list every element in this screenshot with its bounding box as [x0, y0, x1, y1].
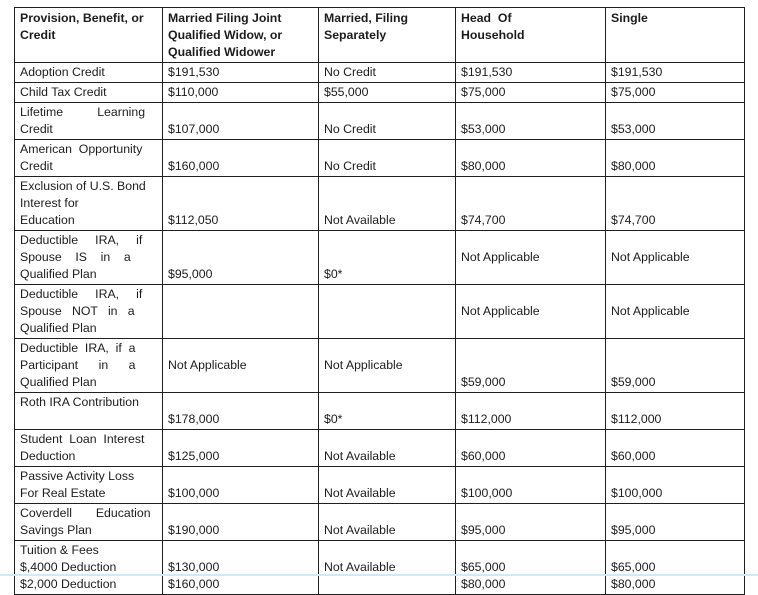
cell-line: $112,000	[611, 412, 662, 426]
table-row	[15, 504, 745, 541]
cell-line	[324, 178, 452, 195]
cell-line: $80,000	[461, 577, 506, 591]
cell-line: $80,000	[461, 159, 506, 173]
cell-line: Tuition & Fees	[20, 543, 99, 557]
cell-married-filing-joint	[163, 430, 319, 467]
cell-line: Credit	[20, 122, 53, 136]
table-row	[15, 467, 745, 504]
cell-single	[606, 393, 745, 430]
cell-line: Qualified Widower	[168, 45, 276, 59]
cell-line: Not Available	[324, 523, 396, 537]
cell-line: Not Available	[324, 213, 396, 227]
cell-line	[611, 357, 741, 374]
cell-line	[168, 232, 315, 249]
cell-line: No Credit	[324, 122, 376, 136]
cell-line: No Credit	[324, 65, 376, 79]
cell-line	[324, 232, 452, 249]
cell-line: $100,000	[168, 486, 220, 500]
cell-line: $74,700	[461, 213, 506, 227]
cell-line: $160,000	[168, 577, 220, 591]
cell-line: $65,000	[611, 560, 656, 574]
cell-head-of-household	[456, 63, 606, 83]
cell-line	[168, 286, 315, 303]
cell-line	[324, 249, 452, 266]
cell-line: Spouse NOT in a	[20, 304, 135, 318]
cell-line	[168, 505, 315, 522]
cell-line: Qualified Plan	[20, 267, 97, 281]
cell-head-of-household	[456, 467, 606, 504]
cell-married-filing-joint	[163, 393, 319, 430]
cell-provision	[15, 541, 163, 595]
cell-line: Credit	[20, 159, 53, 173]
cell-line: $112,000	[461, 412, 512, 426]
cell-line: $110,000	[168, 85, 219, 99]
cell-line	[611, 340, 741, 357]
cell-line	[611, 286, 741, 303]
cell-line: $59,000	[461, 375, 506, 389]
cell-line: No Credit	[324, 159, 376, 173]
cell-provision	[15, 63, 163, 83]
cell-line: $95,000	[611, 523, 656, 537]
table-body	[15, 63, 745, 595]
cell-line	[611, 431, 741, 448]
cell-line: $0*	[324, 412, 343, 426]
cell-line	[324, 286, 452, 303]
cell-line	[168, 431, 315, 448]
cell-provision	[15, 467, 163, 504]
cell-single	[606, 285, 745, 339]
cell-married-filing-joint	[163, 63, 319, 83]
table-row	[15, 177, 745, 231]
cell-line	[461, 394, 602, 411]
cell-single	[606, 430, 745, 467]
cell-single	[606, 339, 745, 393]
cell-line: American Opportunity	[20, 142, 143, 156]
cell-line	[611, 104, 741, 121]
cell-line: $2,000 Deduction	[20, 577, 117, 591]
cell-line	[461, 286, 602, 303]
cell-line: $100,000	[611, 486, 663, 500]
cell-line	[168, 141, 315, 158]
cell-line: Not Available	[324, 560, 396, 574]
cell-line	[168, 303, 315, 320]
cell-line: Qualified Plan	[20, 375, 97, 389]
cell-line: $191,530	[168, 65, 220, 79]
cell-line: Education	[20, 213, 75, 227]
cell-single	[606, 467, 745, 504]
cell-line: $130,000	[168, 560, 220, 574]
column-header-head-of-household	[456, 8, 606, 63]
cell-line: $112,050	[168, 213, 219, 227]
table-row	[15, 430, 745, 467]
cell-line	[461, 104, 602, 121]
cell-single	[606, 504, 745, 541]
cell-head-of-household	[456, 541, 606, 595]
cell-provision	[15, 430, 163, 467]
cell-provision	[15, 103, 163, 140]
cell-line: Not Available	[324, 486, 396, 500]
cell-line: Child Tax Credit	[20, 85, 107, 99]
cell-single	[606, 140, 745, 177]
cell-line	[461, 178, 602, 195]
cell-line: Married Filing Joint	[168, 11, 282, 25]
table-row	[15, 83, 745, 103]
cell-line	[168, 320, 315, 337]
table-header	[15, 8, 745, 63]
table-row	[15, 339, 745, 393]
cell-line	[168, 468, 315, 485]
cell-line: $191,530	[611, 65, 663, 79]
tax-phaseout-limits-table	[14, 7, 745, 595]
column-header-married-filing-joint	[163, 8, 319, 63]
cell-line: Interest for	[20, 196, 79, 210]
cell-line: $75,000	[461, 85, 506, 99]
table-row	[15, 285, 745, 339]
cell-line: $59,000	[611, 375, 656, 389]
cell-married-filing-joint	[163, 140, 319, 177]
cell-line: Savings Plan	[20, 523, 92, 537]
cell-line	[168, 104, 315, 121]
cell-head-of-household	[456, 285, 606, 339]
cell-line: For Real Estate	[20, 486, 106, 500]
cell-line: $0*	[324, 267, 343, 281]
cell-line: $74,700	[611, 213, 656, 227]
cell-line: Not Available	[324, 449, 396, 463]
cell-line: Coverdell Education	[20, 506, 151, 520]
cell-head-of-household	[456, 504, 606, 541]
cell-line	[324, 104, 452, 121]
table-row	[15, 393, 745, 430]
cell-single	[606, 83, 745, 103]
cell-provision	[15, 83, 163, 103]
cell-line	[611, 505, 741, 522]
cell-line	[324, 320, 452, 337]
cell-line: $95,000	[168, 267, 213, 281]
cell-line	[324, 431, 452, 448]
cell-line: Roth IRA Contribution	[20, 395, 139, 409]
cell-line: Head Of	[461, 11, 512, 25]
cell-line	[324, 542, 452, 559]
cell-line: $125,000	[168, 449, 220, 463]
cell-line: Credit	[20, 28, 56, 42]
cell-provision	[15, 393, 163, 430]
cell-married-filing-joint	[163, 541, 319, 595]
cell-line	[461, 141, 602, 158]
cell-line: Student Loan Interest	[20, 432, 145, 446]
cell-provision	[15, 504, 163, 541]
cell-provision	[15, 339, 163, 393]
cell-married-filing-joint	[163, 504, 319, 541]
cell-provision	[15, 140, 163, 177]
cell-line: Participant in a	[20, 358, 136, 372]
cell-single	[606, 177, 745, 231]
cell-head-of-household	[456, 140, 606, 177]
cell-line	[168, 249, 315, 266]
cell-married-filing-separately	[319, 504, 456, 541]
cell-line: Not Applicable	[324, 358, 403, 372]
cell-line: $95,000	[461, 523, 506, 537]
bottom-edge-line	[0, 574, 758, 576]
cell-married-filing-separately	[319, 103, 456, 140]
cell-head-of-household	[456, 103, 606, 140]
cell-line	[324, 394, 452, 411]
cell-provision	[15, 285, 163, 339]
cell-married-filing-joint	[163, 339, 319, 393]
cell-married-filing-joint	[163, 231, 319, 285]
header-row	[15, 8, 745, 63]
cell-line: $55,000	[324, 85, 369, 99]
cell-married-filing-separately	[319, 63, 456, 83]
cell-line: Single	[611, 11, 648, 25]
table-row	[15, 231, 745, 285]
cell-married-filing-separately	[319, 541, 456, 595]
table-row	[15, 103, 745, 140]
cell-line: Qualified Plan	[20, 321, 97, 335]
cell-married-filing-separately	[319, 339, 456, 393]
cell-single	[606, 103, 745, 140]
cell-line	[461, 431, 602, 448]
cell-married-filing-separately	[319, 467, 456, 504]
cell-provision	[15, 231, 163, 285]
cell-line	[324, 141, 452, 158]
cell-head-of-household	[456, 231, 606, 285]
cell-line: Separately	[324, 28, 387, 42]
cell-single	[606, 63, 745, 83]
cell-married-filing-joint	[163, 467, 319, 504]
cell-line: Deductible IRA, if	[20, 233, 143, 247]
cell-line	[324, 195, 452, 212]
cell-line	[611, 232, 741, 249]
cell-line: Spouse IS in a	[20, 250, 131, 264]
cell-line: Provision, Benefit, or	[20, 11, 144, 25]
cell-head-of-household	[456, 430, 606, 467]
cell-line	[324, 468, 452, 485]
cell-line	[168, 394, 315, 411]
cell-line	[461, 232, 602, 249]
cell-married-filing-separately	[319, 177, 456, 231]
cell-line: Deductible IRA, if	[20, 287, 143, 301]
cell-line: $60,000	[461, 449, 506, 463]
cell-line: $107,000	[168, 122, 220, 136]
cell-line: Lifetime Learning	[20, 105, 146, 119]
column-header-provision	[15, 8, 163, 63]
cell-married-filing-separately	[319, 285, 456, 339]
cell-line	[168, 340, 315, 357]
cell-line: $80,000	[611, 577, 656, 591]
cell-line	[611, 468, 741, 485]
cell-line: $,4000 Deduction	[20, 560, 117, 574]
table-row	[15, 541, 745, 595]
cell-line: $178,000	[168, 412, 220, 426]
cell-married-filing-separately	[319, 140, 456, 177]
cell-line	[611, 394, 741, 411]
cell-line: Deduction	[20, 449, 76, 463]
cell-line	[324, 303, 452, 320]
cell-single	[606, 541, 745, 595]
cell-line	[461, 340, 602, 357]
cell-line: Qualified Widow, or	[168, 28, 283, 42]
cell-married-filing-separately	[319, 231, 456, 285]
cell-single	[606, 231, 745, 285]
cell-line: Married, Filing	[324, 11, 409, 25]
table-row	[15, 140, 745, 177]
cell-line	[461, 195, 602, 212]
cell-line: Not Applicable	[168, 358, 247, 372]
cell-line	[168, 542, 315, 559]
cell-head-of-household	[456, 339, 606, 393]
cell-line: Passive Activity Loss	[20, 469, 135, 483]
table-row	[15, 63, 745, 83]
cell-line: Not Applicable	[611, 304, 690, 318]
cell-line	[461, 542, 602, 559]
cell-married-filing-separately	[319, 393, 456, 430]
cell-line: $80,000	[611, 159, 656, 173]
cell-line: Household	[461, 28, 525, 42]
cell-married-filing-joint	[163, 177, 319, 231]
cell-line	[611, 195, 741, 212]
cell-line	[324, 340, 452, 357]
cell-line: Not Applicable	[461, 304, 540, 318]
cell-line: $53,000	[461, 122, 506, 136]
cell-line: $75,000	[611, 85, 656, 99]
column-header-married-filing-separately	[319, 8, 456, 63]
cell-head-of-household	[456, 393, 606, 430]
cell-line: $190,000	[168, 523, 220, 537]
cell-married-filing-joint	[163, 83, 319, 103]
cell-line: $191,530	[461, 65, 513, 79]
cell-line	[168, 195, 315, 212]
cell-line: Deductible IRA, if a	[20, 341, 136, 355]
cell-line: $53,000	[611, 122, 656, 136]
cell-married-filing-separately	[319, 83, 456, 103]
cell-married-filing-separately	[319, 430, 456, 467]
cell-line	[611, 178, 741, 195]
cell-line	[461, 468, 602, 485]
cell-line: $60,000	[611, 449, 656, 463]
cell-line	[168, 178, 315, 195]
cell-head-of-household	[456, 83, 606, 103]
cell-line: Adoption Credit	[20, 65, 105, 79]
cell-line	[611, 542, 741, 559]
cell-head-of-household	[456, 177, 606, 231]
cell-married-filing-joint	[163, 285, 319, 339]
cell-line: $100,000	[461, 486, 513, 500]
cell-line	[461, 357, 602, 374]
cell-line: Exclusion of U.S. Bond	[20, 179, 146, 193]
cell-line: Not Applicable	[611, 250, 690, 264]
cell-line: $160,000	[168, 159, 220, 173]
cell-line	[324, 505, 452, 522]
cell-married-filing-joint	[163, 103, 319, 140]
column-header-single	[606, 8, 745, 63]
cell-line: $65,000	[461, 560, 506, 574]
cell-line: Not Applicable	[461, 250, 540, 264]
cell-line	[461, 505, 602, 522]
cell-provision	[15, 177, 163, 231]
cell-line	[611, 141, 741, 158]
